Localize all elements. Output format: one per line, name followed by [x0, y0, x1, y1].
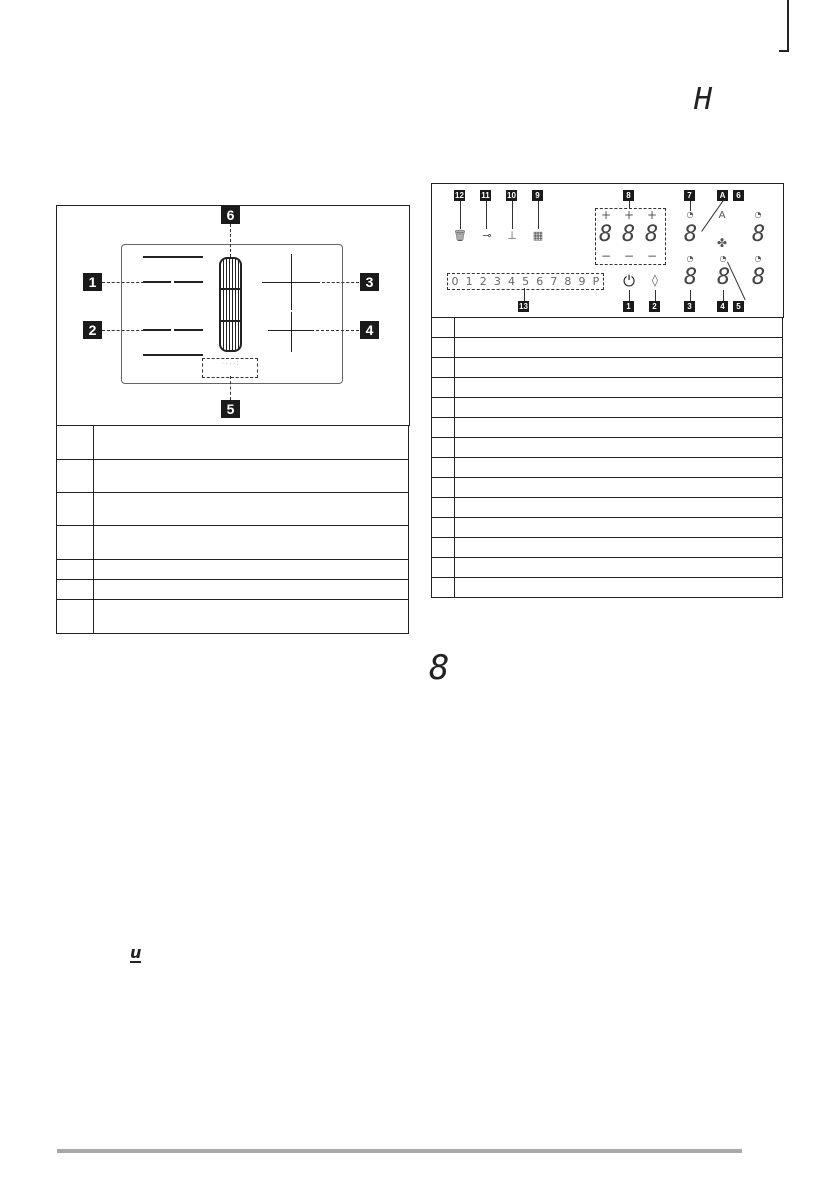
hob-legend-table	[56, 425, 409, 634]
table-row	[432, 338, 783, 358]
zone-line-top	[143, 256, 203, 258]
timer-icon: ◔	[754, 210, 762, 219]
table-row	[57, 426, 409, 460]
table-row	[432, 398, 783, 418]
leader-13	[524, 288, 525, 301]
control-panel-legend-table	[431, 317, 783, 598]
level-1[interactable]: 1	[465, 275, 473, 288]
corner-h-symbol: H	[694, 82, 713, 117]
leader-3	[322, 282, 359, 283]
display-digit-1: 8	[599, 222, 613, 247]
callout-1: 1	[83, 273, 102, 291]
level-6[interactable]: 6	[536, 275, 544, 288]
pause-icon[interactable]: ⊥	[507, 229, 517, 242]
cp-callout-a: A	[717, 190, 728, 201]
callout-4: 4	[360, 321, 379, 339]
zone-line-1b	[174, 281, 203, 283]
table-row	[432, 318, 783, 338]
leader-8	[629, 201, 630, 208]
droplet-icon[interactable]: ◊	[652, 273, 658, 287]
table-row	[432, 538, 783, 558]
zone-4-vertical	[291, 312, 292, 352]
leader-cp-4	[723, 290, 724, 301]
leader-4	[316, 330, 359, 331]
table-row	[432, 438, 783, 458]
timer-icon: ◔	[754, 254, 762, 263]
zone-display-7: 8	[684, 222, 698, 247]
table-row	[432, 358, 783, 378]
extractor-grille-divider-1	[221, 288, 240, 290]
zone-line-bottom	[143, 354, 203, 356]
level-9[interactable]: 9	[578, 275, 586, 288]
level-p[interactable]: P	[592, 275, 600, 288]
zone-display-4: 8	[717, 265, 731, 290]
extractor-grille	[219, 257, 242, 352]
plus-button-2[interactable]: +	[623, 208, 635, 222]
table-row	[57, 460, 409, 493]
leader-cp-3	[690, 290, 691, 301]
table-row	[432, 578, 783, 598]
cp-callout-2: 2	[649, 301, 660, 312]
timer-icon: ◔	[719, 254, 727, 263]
leader-1	[102, 282, 144, 283]
lock-icon[interactable]: ⊸	[482, 229, 492, 242]
table-row	[432, 458, 783, 478]
body-underscore-u-symbol: u	[130, 943, 142, 962]
table-row	[57, 526, 409, 560]
zone-display-3: 8	[684, 265, 698, 290]
level-0[interactable]: 0	[451, 275, 459, 288]
cp-callout-7: 7	[684, 190, 695, 201]
table-row	[57, 560, 409, 580]
leader-cp-2	[655, 290, 656, 301]
leader-cp-1	[629, 290, 630, 301]
auto-label[interactable]: A	[718, 210, 726, 221]
leader-12	[460, 201, 461, 229]
cp-callout-8: 8	[623, 190, 634, 201]
zone-display-right-top: 8	[752, 222, 766, 247]
leader-10	[512, 201, 513, 229]
bin-icon[interactable]: 🗑	[453, 229, 467, 242]
callout-3: 3	[360, 273, 379, 291]
table-row	[57, 493, 409, 526]
table-row	[432, 518, 783, 538]
cp-callout-6: 6	[733, 190, 744, 201]
cp-callout-1: 1	[623, 301, 634, 312]
leader-11	[486, 201, 487, 229]
minus-button-1[interactable]: −	[600, 249, 612, 263]
minus-button-2[interactable]: −	[623, 249, 635, 263]
callout-6: 6	[221, 206, 240, 224]
level-2[interactable]: 2	[479, 275, 487, 288]
control-strip-dots: · · · · :	[222, 361, 239, 367]
leader-2	[102, 330, 144, 331]
extractor-grille-divider-2	[221, 320, 240, 322]
cp-callout-3: 3	[684, 301, 695, 312]
cp-callout-11: 11	[481, 191, 490, 200]
callout-5: 5	[221, 400, 240, 418]
fan-icon[interactable]: ✤	[716, 236, 728, 250]
table-row	[57, 580, 409, 600]
zone-3-vertical	[291, 254, 292, 310]
level-4[interactable]: 4	[507, 275, 515, 288]
table-row	[432, 378, 783, 398]
zone-display-right-bottom: 8	[752, 265, 766, 290]
display-digit-2: 8	[622, 222, 636, 247]
power-level-scale[interactable]	[447, 273, 604, 290]
footer-rule	[57, 1149, 742, 1153]
page-corner-mark	[779, 0, 789, 52]
zone-line-2a	[143, 329, 171, 331]
zone-line-2b	[174, 329, 203, 331]
table-row	[432, 498, 783, 518]
callout-2: 2	[83, 321, 102, 339]
display-digit-3: 8	[645, 222, 659, 247]
minus-button-3[interactable]: −	[646, 249, 658, 263]
power-icon[interactable]: ⏻	[623, 272, 635, 290]
cp-callout-13: 13	[519, 302, 528, 311]
timer-icon: ◔	[686, 210, 694, 219]
plus-button-1[interactable]: +	[600, 208, 612, 222]
level-3[interactable]: 3	[493, 275, 501, 288]
table-row	[432, 418, 783, 438]
level-7[interactable]: 7	[550, 275, 558, 288]
cp-callout-9: 9	[532, 190, 543, 201]
cp-callout-12: 12	[455, 191, 464, 200]
zone-line-1a	[143, 281, 171, 283]
cp-callout-5: 5	[733, 301, 744, 312]
leader-5	[230, 376, 231, 400]
table-row	[57, 600, 409, 634]
cp-callout-4: 4	[717, 301, 728, 312]
timer-icon: ◔	[686, 254, 694, 263]
level-8[interactable]: 8	[564, 275, 572, 288]
cp-callout-10: 10	[507, 191, 516, 200]
body-display-8-symbol: 8	[429, 648, 450, 688]
level-5[interactable]: 5	[522, 275, 530, 288]
table-row	[432, 558, 783, 578]
plus-button-3[interactable]: +	[646, 208, 658, 222]
leader-6	[230, 224, 231, 257]
leader-9	[538, 201, 539, 229]
table-row	[432, 478, 783, 498]
grid-icon[interactable]: ▦	[532, 229, 544, 242]
